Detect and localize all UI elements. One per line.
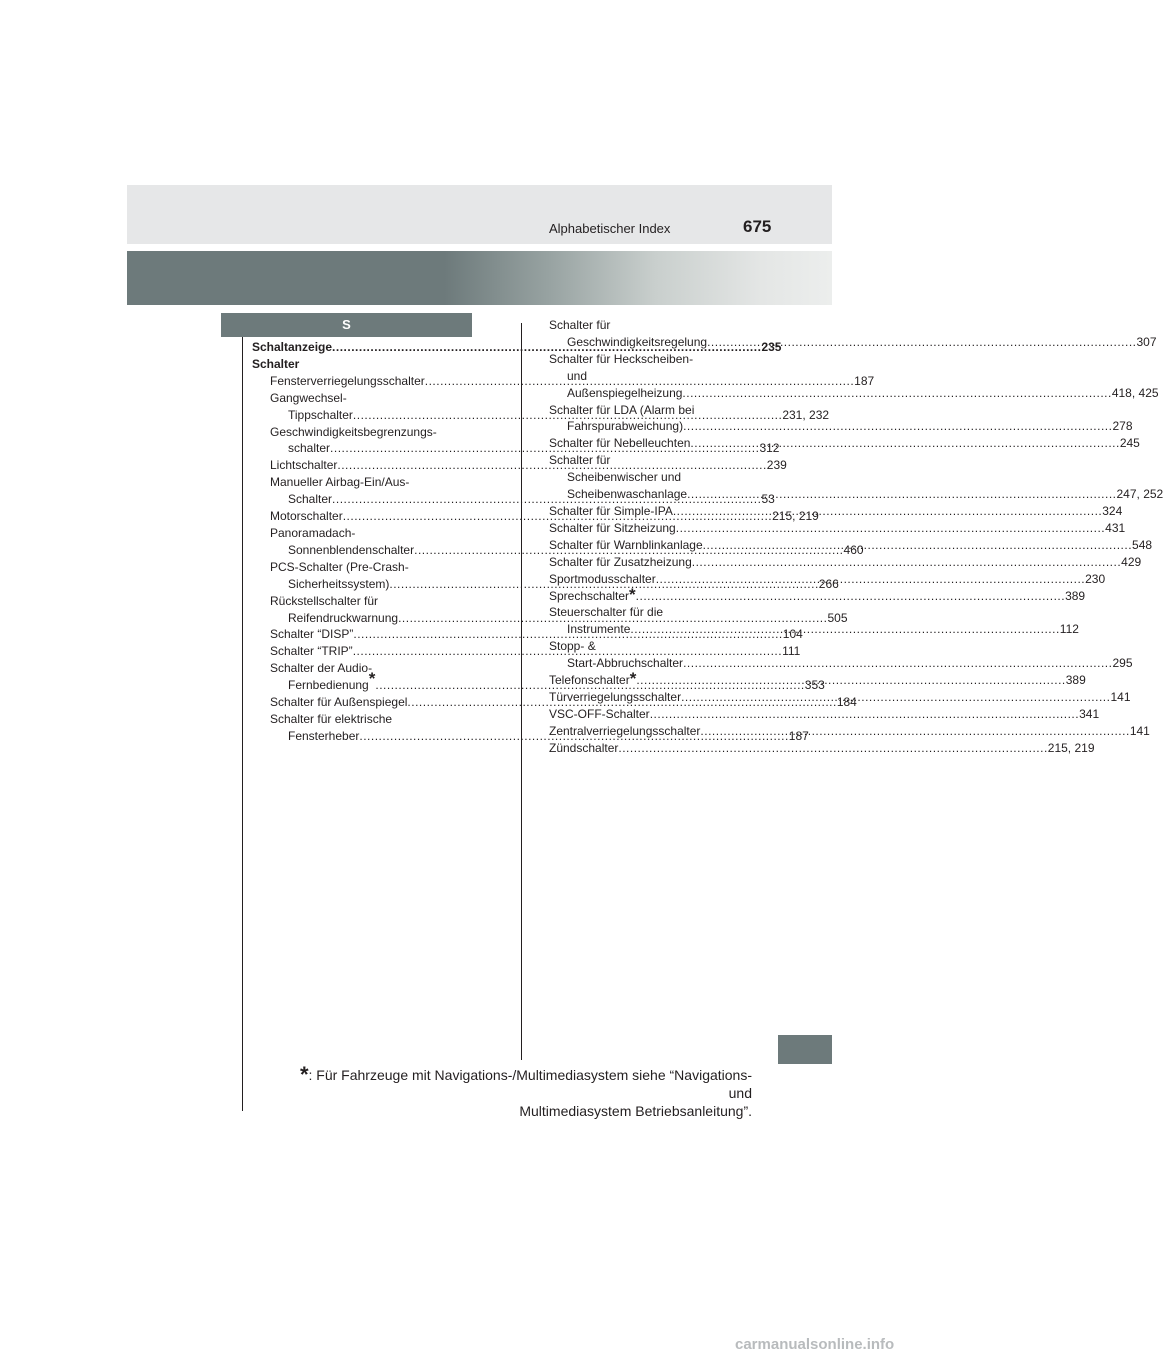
index-entry-line: PCS-Schalter (Pre-Crash-	[270, 559, 409, 574]
index-entry-term: Geschwindigkeitsregelung	[567, 334, 708, 349]
index-entry-term: Start-Abbruchschalter	[567, 656, 684, 671]
index-entry-page: 324	[1102, 503, 1123, 518]
index-entry-line: Schalter für	[549, 318, 611, 332]
index-entry-term: Zentralverriegelungsschalter	[549, 723, 701, 738]
index-entry-term: Schalter	[288, 492, 333, 507]
index-entry-page: 505	[827, 610, 848, 625]
leader-dots	[690, 435, 1119, 452]
index-entry-line: Steuerschalter für die	[549, 605, 664, 620]
index-entry-line: Gangwechsel-	[270, 390, 347, 405]
index-entry-page: 295	[1112, 656, 1133, 671]
index-entry-leader-line	[549, 385, 1159, 402]
index-entry-term: Sprechschalter	[549, 588, 630, 603]
index-entry-term: Fensterverriegelungsschalter	[270, 373, 425, 388]
index-entry-leader-line: Telefonschalter * ..... 389	[549, 672, 752, 689]
footnote-text-1: : Für Fahrzeuge mit Navigations-/Multimediasystem siehe “Navigations- und	[308, 1067, 752, 1101]
index-entry	[549, 584, 1086, 605]
leader-dots	[630, 622, 1059, 636]
index-entry-line: Panoramadach-	[270, 525, 356, 540]
leader-dots	[656, 571, 1085, 588]
leader-dots	[687, 487, 1116, 501]
index-entry-term: Schalter für Außenspiegel	[270, 695, 408, 710]
index-entry-term: Instrumente	[567, 622, 631, 637]
index-entry-line: Rückstellschalter für	[270, 593, 379, 608]
index-entry-term: Türverriegelungsschalter	[549, 689, 682, 704]
index-entry-page: 230	[1085, 571, 1106, 586]
footnote	[280, 1062, 752, 1120]
leader-dots	[618, 740, 1047, 757]
footnote-line-2: Multimediasystem Betriebsanleitung”.	[519, 1103, 752, 1119]
index-entry-term: Schalter für Nebelleuchten	[549, 436, 691, 451]
index-entry-term: Schalter “TRIP”	[270, 644, 353, 659]
index-entry-term: Schalter “DISP”	[270, 627, 354, 642]
index-entry-page: 389	[1065, 588, 1086, 603]
leader-dots	[692, 554, 1121, 571]
index-entry-term: Schalter für Zusatzheizung	[549, 554, 692, 569]
index-entry-term: Telefonschalter	[549, 673, 630, 688]
index-entry-term: Sportmodusschalter	[549, 571, 656, 586]
index-entry-term: Fensterheber	[288, 728, 360, 743]
section-header	[221, 313, 472, 337]
index-entry-leader-line	[549, 706, 1100, 723]
index-entry-term: Außenspiegelheizung	[567, 385, 683, 400]
leader-dots	[673, 503, 1102, 520]
section-letter: S	[342, 317, 351, 332]
index-entry-line: Schalter für LDA (Alarm bei	[549, 402, 695, 417]
footnote-star: *	[299, 1062, 309, 1087]
leader-dots	[681, 689, 1110, 706]
index-entry-page: 418, 425	[1111, 385, 1159, 400]
left-margin-rule	[242, 331, 243, 1111]
index-entry-line: Schalter für elektrische	[270, 711, 393, 726]
index-entry-page: 460	[843, 542, 864, 557]
footnote-line-1	[280, 1062, 752, 1102]
index-entry-page: 239	[766, 458, 787, 473]
leader-dots	[683, 656, 1112, 670]
index-entry-page: 53	[761, 492, 775, 507]
leader-dots	[707, 335, 1136, 349]
index-entry-term: Lichtschalter	[270, 458, 338, 473]
leader-dots	[650, 706, 1079, 723]
index-entry-page: 429	[1121, 554, 1142, 569]
index-entry-page: 341	[1079, 706, 1100, 721]
leader-dots	[703, 537, 1132, 554]
index-entry	[549, 706, 1100, 723]
index-entry-page: 266	[818, 576, 839, 591]
index-entry-page: 215, 219	[1047, 740, 1095, 755]
leader-dots	[683, 419, 1112, 433]
index-entry-line: Schalter für	[549, 453, 611, 468]
index-entry-page: 431	[1105, 520, 1126, 535]
index-entry-term: Reifendruckwarnung	[288, 610, 399, 625]
index-entry-page: 247, 252	[1116, 487, 1163, 502]
index-entry-leader-line	[549, 554, 1142, 571]
index-entry-leader-line	[549, 418, 1133, 435]
index-entry-term: Sonnenblendenschalter	[288, 542, 415, 557]
index-entry-page: 278	[1112, 419, 1133, 434]
index-entry	[549, 554, 1142, 571]
page-number: 675	[743, 217, 772, 236]
index-entry-line: Schalter der Audio-	[270, 661, 373, 676]
index-entry-page: 312	[759, 441, 780, 456]
index-entry-term: Fernbedienung	[288, 678, 369, 693]
watermark: carmanualsonline.info	[735, 1336, 895, 1353]
index-entry-term: Tippschalter	[288, 407, 353, 422]
index-entry-page: 111	[782, 644, 801, 659]
index-entry-page: 353	[804, 678, 825, 693]
index-entry	[549, 740, 1095, 757]
index-entry-page: 112	[1059, 622, 1079, 637]
leader-dots	[636, 672, 1065, 689]
index-entry-line: Manueller Airbag-Ein/Aus-	[270, 475, 410, 490]
index-entry-leader-line	[549, 655, 1133, 672]
index-entry-page: 187	[854, 373, 875, 388]
header-title: Alphabetischer Index	[549, 221, 671, 236]
index-entry-term: Motorschalter	[270, 509, 343, 524]
index-entry-term: Sicherheitssystem)	[288, 576, 390, 591]
index-entry-line: und	[567, 368, 588, 383]
index-entry-page: 389	[1065, 673, 1086, 688]
index-entry-term: Schalter für Warnblinkanlage	[549, 537, 703, 552]
index-entry-page: 215, 219	[772, 509, 819, 524]
index-entry-line: Geschwindigkeitsbegrenzungs-	[270, 424, 437, 439]
index-entry-page: 104	[782, 627, 803, 642]
index-entry-leader-line	[549, 740, 1095, 757]
index-entry-page: 141	[1129, 723, 1150, 738]
thumb-index-tab	[778, 1035, 832, 1064]
index-entry-term: Zündschalter	[549, 740, 619, 755]
header-bar	[127, 185, 832, 244]
index-entry-line: Stopp- &	[549, 639, 596, 654]
leader-dots	[636, 588, 1065, 605]
index-entry-term: VSC-OFF-Schalter	[549, 706, 650, 721]
index-entry-line: Scheibenwischer und	[567, 470, 682, 485]
leader-dots	[700, 723, 1129, 740]
index-entry-page: 187	[788, 728, 809, 743]
leader-dots	[676, 520, 1105, 537]
index-entry-term: Schalter für Sitzheizung	[549, 520, 676, 535]
index-entry-leader-line: Sprechschalter * ..... 389	[549, 588, 752, 605]
chapter-banner	[127, 251, 832, 305]
index-entry-page: 184	[836, 695, 857, 710]
index-entry-page: 231, 232	[782, 407, 830, 422]
index-entry-page: 245	[1119, 436, 1140, 451]
index-entry-page: 548	[1132, 537, 1153, 552]
index-heading: Schalter	[252, 356, 300, 371]
footnote-marker: *	[368, 669, 376, 689]
index-entry-term: Scheibenwaschanlage	[567, 487, 688, 502]
index-entry-term: Fahrspurabweichung)	[567, 419, 684, 434]
index-entry	[549, 520, 1126, 537]
index-entry-page: 235	[761, 340, 782, 354]
index-entry-leader-line	[549, 520, 1126, 537]
index-entry-line: Schalter für Heckscheiben-	[549, 351, 694, 366]
index-entry-page: 141	[1110, 689, 1131, 704]
index-entry-term: schalter	[288, 441, 331, 456]
index-entry-page: 307	[1136, 334, 1157, 349]
leader-dots	[682, 386, 1111, 400]
index-entry-term: Schaltanzeige	[252, 340, 333, 354]
index-entry-term: Schalter für Simple-IPA	[549, 503, 673, 518]
